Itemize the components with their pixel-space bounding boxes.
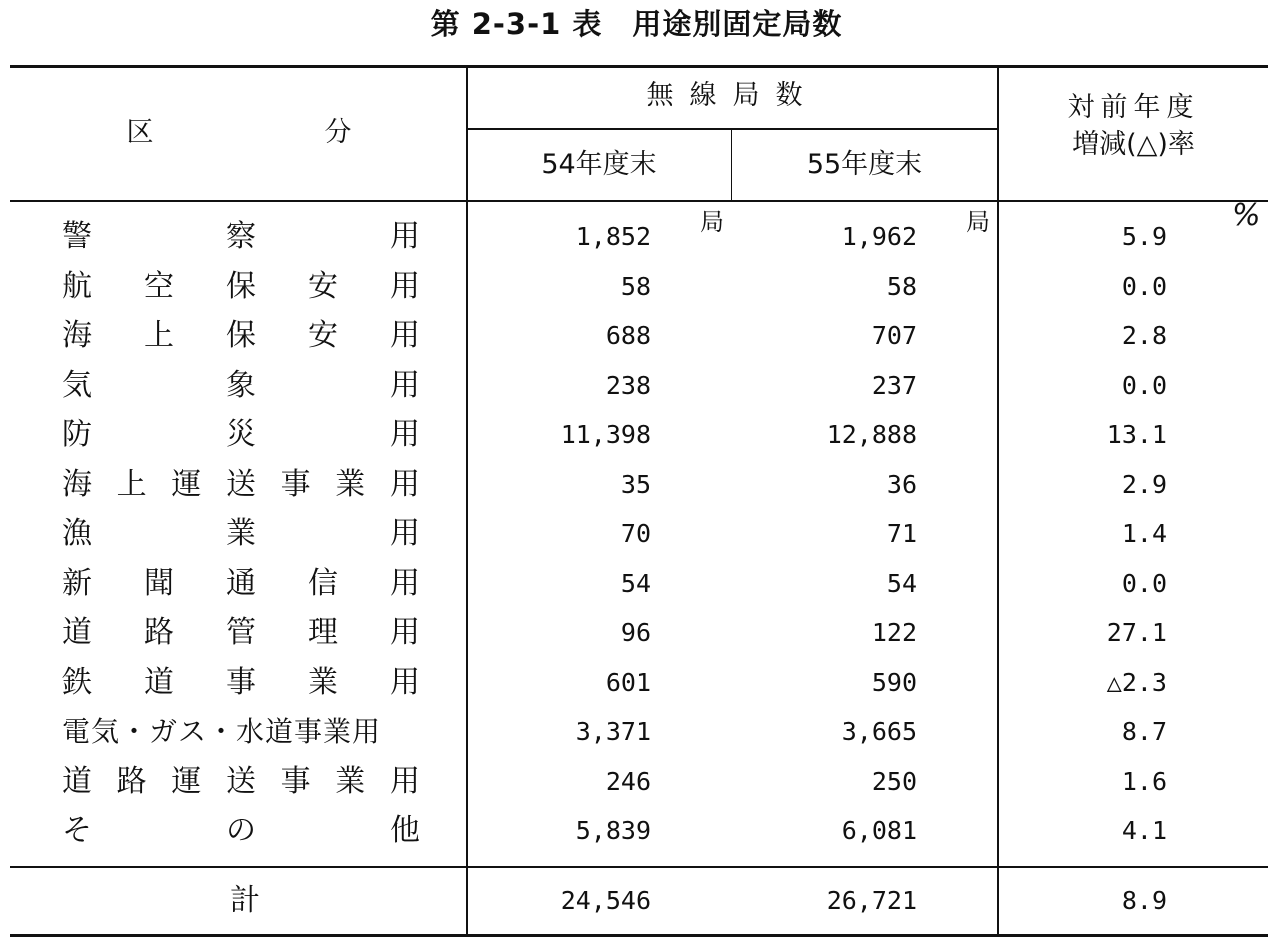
row-category-char: 用 bbox=[390, 516, 420, 551]
row-category-char: 事 bbox=[226, 665, 256, 700]
row-category-char: 用 bbox=[390, 615, 420, 650]
row-category-char: 業 bbox=[226, 516, 256, 551]
row-value-55: 58 bbox=[886, 272, 917, 301]
table-row bbox=[0, 608, 1273, 657]
row-category-char: 事 bbox=[280, 764, 311, 799]
total-top-rule bbox=[10, 866, 1268, 868]
table-title: 第 2-3-1 表 用途別固定局数 bbox=[430, 7, 843, 41]
header-change-line1: 対前年度 bbox=[1067, 92, 1200, 123]
table-row bbox=[0, 559, 1273, 608]
row-change-rate: 0.0 bbox=[1121, 272, 1167, 301]
unit-percent: % bbox=[1232, 198, 1261, 233]
header-col-55: 55年度末 bbox=[806, 149, 923, 180]
row-value-54: 96 bbox=[620, 618, 651, 647]
header-inner-rule bbox=[467, 128, 998, 130]
total-54: 24,546 bbox=[560, 886, 651, 915]
row-category-char: 理 bbox=[308, 615, 338, 650]
row-category-char: の bbox=[226, 813, 256, 848]
row-category-char: 道 bbox=[62, 764, 92, 799]
table-row bbox=[0, 311, 1273, 360]
table-bottom-rule bbox=[10, 934, 1268, 937]
row-category-char: そ bbox=[62, 813, 92, 848]
row-change-rate: 2.8 bbox=[1121, 321, 1167, 350]
row-category-char: 保 bbox=[226, 269, 256, 304]
table-row bbox=[0, 757, 1273, 806]
row-category-char: 業 bbox=[335, 467, 366, 502]
row-value-54: 35 bbox=[620, 470, 651, 499]
header-change-line2: 増減(△)率 bbox=[1072, 129, 1195, 160]
row-change-rate: △2.3 bbox=[1106, 668, 1167, 697]
table-row bbox=[0, 212, 1273, 261]
row-category bbox=[62, 757, 420, 806]
table-row bbox=[0, 361, 1273, 410]
row-category-char: 路 bbox=[144, 615, 174, 650]
row-category-char: 信 bbox=[308, 566, 338, 601]
table-row bbox=[0, 410, 1273, 459]
row-category bbox=[62, 608, 420, 657]
row-change-rate: 0.0 bbox=[1121, 371, 1167, 400]
row-category-char: 用 bbox=[390, 269, 420, 304]
row-change-rate: 4.1 bbox=[1121, 816, 1167, 845]
unit-count-55: 局 bbox=[966, 208, 990, 236]
row-category-char: 電気・ガス・水道事業用 bbox=[62, 715, 382, 748]
row-change-rate: 8.7 bbox=[1121, 717, 1167, 746]
row-category-char: 新 bbox=[62, 566, 92, 601]
row-value-54: 601 bbox=[605, 668, 651, 697]
row-category bbox=[62, 806, 420, 855]
table-row bbox=[0, 806, 1273, 855]
row-category-char: 災 bbox=[226, 417, 256, 452]
row-value-55: 6,081 bbox=[841, 816, 917, 845]
row-category-char: 安 bbox=[308, 318, 338, 353]
row-category-char: 業 bbox=[308, 665, 338, 700]
row-category-char: 送 bbox=[225, 764, 256, 799]
row-value-55: 36 bbox=[886, 470, 917, 499]
row-value-55: 237 bbox=[871, 371, 917, 400]
row-category bbox=[62, 658, 420, 707]
row-value-54: 11,398 bbox=[560, 420, 651, 449]
row-value-54: 238 bbox=[605, 371, 651, 400]
row-change-rate: 2.9 bbox=[1121, 470, 1167, 499]
row-category-char: 用 bbox=[390, 318, 420, 353]
row-category bbox=[62, 212, 420, 261]
row-category-char: 上 bbox=[144, 318, 174, 353]
row-value-54: 54 bbox=[620, 569, 651, 598]
row-value-55: 71 bbox=[886, 519, 917, 548]
table-row bbox=[0, 509, 1273, 558]
row-category-char: 事 bbox=[280, 467, 311, 502]
row-category-char: 業 bbox=[335, 764, 366, 799]
row-category-char: 海 bbox=[62, 467, 92, 502]
row-value-55: 122 bbox=[871, 618, 917, 647]
row-category bbox=[62, 559, 420, 608]
row-value-55: 3,665 bbox=[841, 717, 917, 746]
row-category bbox=[62, 460, 420, 509]
row-category-char: 用 bbox=[390, 219, 420, 254]
unit-count-54: 局 bbox=[700, 208, 724, 236]
total-55: 26,721 bbox=[826, 886, 917, 915]
row-value-55: 250 bbox=[871, 767, 917, 796]
row-category-char: 通 bbox=[226, 566, 256, 601]
row-category-char: 送 bbox=[225, 467, 256, 502]
row-change-rate: 5.9 bbox=[1121, 222, 1167, 251]
table-top-rule bbox=[10, 65, 1268, 68]
row-category-char: 漁 bbox=[62, 516, 92, 551]
row-category-char: 管 bbox=[226, 615, 256, 650]
row-value-54: 58 bbox=[620, 272, 651, 301]
row-category-char: 用 bbox=[390, 665, 420, 700]
row-category-char: 聞 bbox=[144, 566, 174, 601]
row-category-char: 用 bbox=[389, 764, 420, 799]
row-category-char: 上 bbox=[116, 467, 147, 502]
row-category-char: 航 bbox=[62, 269, 92, 304]
row-value-55: 1,962 bbox=[841, 222, 917, 251]
row-category-char: 運 bbox=[171, 467, 202, 502]
row-category bbox=[62, 361, 420, 410]
row-category-char: 保 bbox=[226, 318, 256, 353]
row-change-rate: 0.0 bbox=[1121, 569, 1167, 598]
row-category-char: 空 bbox=[144, 269, 174, 304]
header-category-char-2: 分 bbox=[324, 117, 352, 148]
row-change-rate: 13.1 bbox=[1106, 420, 1167, 449]
table-row bbox=[0, 460, 1273, 509]
row-category bbox=[62, 311, 420, 360]
header-stations: 無線局数 bbox=[646, 80, 819, 111]
row-category-char: 運 bbox=[171, 764, 202, 799]
row-category-char: 海 bbox=[62, 318, 92, 353]
table-row bbox=[0, 262, 1273, 311]
table-row bbox=[0, 658, 1273, 707]
row-category bbox=[62, 707, 420, 756]
row-value-54: 3,371 bbox=[575, 717, 651, 746]
row-category-char: 用 bbox=[390, 566, 420, 601]
row-category-char: 気 bbox=[62, 368, 92, 403]
row-value-54: 688 bbox=[605, 321, 651, 350]
row-value-55: 54 bbox=[886, 569, 917, 598]
row-category-char: 用 bbox=[390, 368, 420, 403]
header-category-char-1: 区 bbox=[126, 117, 154, 148]
row-change-rate: 1.6 bbox=[1121, 767, 1167, 796]
row-category-char: 象 bbox=[226, 368, 256, 403]
row-category-char: 路 bbox=[116, 764, 147, 799]
row-category-char: 道 bbox=[144, 665, 174, 700]
row-category-char: 警 bbox=[62, 219, 92, 254]
row-value-54: 5,839 bbox=[575, 816, 651, 845]
row-value-54: 246 bbox=[605, 767, 651, 796]
total-label: 計 bbox=[230, 883, 260, 918]
row-category-char: 安 bbox=[308, 269, 338, 304]
row-category-char: 他 bbox=[390, 813, 420, 848]
row-category-char: 防 bbox=[62, 417, 92, 452]
row-change-rate: 27.1 bbox=[1106, 618, 1167, 647]
row-change-rate: 1.4 bbox=[1121, 519, 1167, 548]
total-row bbox=[0, 876, 1273, 926]
table-row bbox=[0, 707, 1273, 756]
row-category-char: 道 bbox=[62, 615, 92, 650]
header-bottom-rule bbox=[10, 200, 1268, 202]
row-value-54: 70 bbox=[620, 519, 651, 548]
row-category-char: 用 bbox=[389, 467, 420, 502]
row-category bbox=[62, 410, 420, 459]
row-category bbox=[62, 509, 420, 558]
total-rate: 8.9 bbox=[1121, 886, 1167, 915]
row-value-55: 590 bbox=[871, 668, 917, 697]
row-value-54: 1,852 bbox=[575, 222, 651, 251]
header-col-54: 54年度末 bbox=[541, 149, 657, 180]
row-value-55: 12,888 bbox=[826, 420, 917, 449]
row-category bbox=[62, 262, 420, 311]
row-category-char: 用 bbox=[390, 417, 420, 452]
row-category-char: 察 bbox=[226, 219, 256, 254]
row-category-char: 鉄 bbox=[62, 665, 92, 700]
row-value-55: 707 bbox=[871, 321, 917, 350]
